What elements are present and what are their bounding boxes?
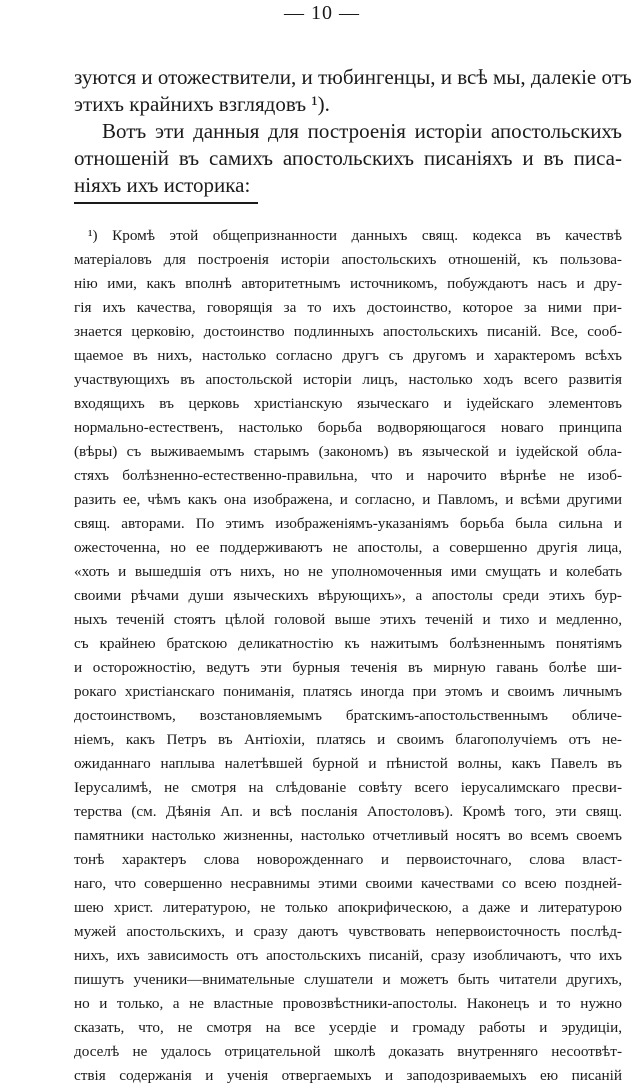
footnote-line: нію ими, какъ вполнѣ авторитетнымъ источникомъ, побуждаютъ насъ и дру- xyxy=(74,275,622,292)
footnote-line: памятники настолько жизненны, настолько отчетливый носятъ во всемъ своемъ xyxy=(74,827,622,844)
footnote-line: входящихъ въ церковь христіанскую языческаго и іудейскаго элементовъ xyxy=(74,395,622,412)
footnote-line: ствія содержанія и ученія отвергаемыхъ и заподозриваемыхъ ею писаній xyxy=(74,1067,622,1084)
footnote-line: ожиданнаго наплыва налетѣвшей бурной и пѣнистой волны, какъ Павелъ въ xyxy=(74,755,622,772)
footnote-line: гія ихъ качества, говорящія за то ихъ достоинство, которое за ними при- xyxy=(74,299,622,316)
footnote-line: участвующихъ въ апостольской исторіи лицъ, настолько ходъ всего развитія xyxy=(74,371,622,388)
footnote-line: нихъ, ихъ зависимость отъ апостольскихъ писаній, сразу изобличаютъ, что ихъ xyxy=(74,947,622,964)
main-text-line: отношеній въ самихъ апостольскихъ писаніяхъ и въ писа- xyxy=(74,146,622,170)
page-number: — 10 — xyxy=(284,2,360,24)
footnote-line: своими рѣчами души языческихъ вѣрующихъ», а апостолы среди этихъ бур- xyxy=(74,587,622,604)
footnote-line: «хоть и вышедшія отъ нихъ, но не уполномоченныя ими смущать и колебать xyxy=(74,563,622,580)
footnote-line: рокаго христіанскаго пониманія, платясь иногда при этомъ и своимъ личнымъ xyxy=(74,683,622,700)
main-text-block xyxy=(74,64,632,199)
footnote-line: шею христ. литературою, не только апокрифическою, а даже и литературою xyxy=(74,899,622,916)
footnote-line: Іерусалимѣ, не смотря на слѣдованіе совѣту всего іерусалимскаго пресви- xyxy=(74,779,622,796)
footnote-line: тонѣ характеръ слова новорожденнаго и первоисточнаго, слова власт- xyxy=(74,851,622,868)
footnote-line: свящ. авторами. По этимъ изображеніямъ-указаніямъ борьба была сильна и xyxy=(74,515,622,532)
footnote-line: щаемое въ нихъ, настолько согласно другъ съ другомъ и характеромъ всѣхъ xyxy=(74,347,622,364)
footnote-line: и осторожностію, ведутъ эти бурныя теченія въ мирную гавань болѣе ши- xyxy=(74,659,622,676)
footnote-line: терства (см. Дѣянія Ап. и всѣ посланія Апостоловъ). Кромѣ того, эти свящ. xyxy=(74,803,622,820)
footnote-separator-rule xyxy=(74,202,258,204)
footnote-line: достоинствомъ, возстановляемымъ братскимъ-апостольственнымъ обличе- xyxy=(74,707,622,724)
footnote-line: знается церковію, достоинство подлинныхъ апостольскихъ писаній. Все, сооб- xyxy=(74,323,622,340)
footnote-line: стяхъ болѣзненно-естественно-правильна, что и нарочито вѣрнѣе не изоб- xyxy=(74,467,622,484)
footnote-line: пишутъ ученики—внимательные слушатели и можетъ быть читатели другихъ, xyxy=(74,971,622,988)
footnote-line: нормально-естественъ, настолько борьба водворяющагося новаго принципа xyxy=(74,419,622,436)
footnote-line: сказать, что, не смотря на все усердіе и громаду работы и эрудиціи, xyxy=(74,1019,622,1036)
main-text-line: зуются и отожествители, и тюбингенцы, и всѣ мы, далекіе отъ xyxy=(74,65,632,89)
main-text-line: ніяхъ ихъ историка: xyxy=(74,173,251,197)
footnote-line: ныхъ теченій стоятъ цѣлой головой выше этихъ теченій и тихо и медленно, xyxy=(74,611,622,628)
footnote-line: съ крайнею братскою деликатностію къ нажитымъ болѣзненнымъ понятіямъ xyxy=(74,635,622,652)
footnote-line: ніемъ, какъ Петръ въ Антіохіи, платясь и своимъ благополучіемъ отъ не- xyxy=(74,731,622,748)
footnote-block xyxy=(74,224,622,1088)
footnote-line: ¹) Кромѣ этой общепризнанности данныхъ свящ. кодекса въ качествѣ xyxy=(88,227,622,244)
main-text-line: этихъ крайнихъ взглядовъ ¹). xyxy=(74,92,330,116)
footnote-line: (вѣры) съ выживаемымъ старымъ (закономъ) въ языческой и іудейской обла- xyxy=(74,443,622,460)
footnote-line: но и только, а не властные провозвѣстники-апостолы. Наконецъ и то нужно xyxy=(74,995,622,1012)
footnote-line: ожесточенна, но ее поддерживаютъ не апостолы, а совершенно другія лица, xyxy=(74,539,622,556)
main-text-line: Вотъ эти данныя для построенія исторіи апостольскихъ xyxy=(102,119,622,143)
footnote-line: доселѣ не удалось отрицательной школѣ доказать внутренняго несоотвѣт- xyxy=(74,1043,622,1060)
footnote-line: матеріаловъ для построенія исторіи апостольскихъ отношеній, къ пользова- xyxy=(74,251,622,268)
footnote-line: разить ее, чѣмъ какъ она изображена, и согласно, и Павломъ, и всѣми другими xyxy=(74,491,622,508)
footnote-line: наго, что совершенно несравнимы этими своими качествами со всею поздней- xyxy=(74,875,622,892)
footnote-line: мужей апостольскихъ, и сразу даютъ чувствовать непервоисточность послѣд- xyxy=(74,923,622,940)
